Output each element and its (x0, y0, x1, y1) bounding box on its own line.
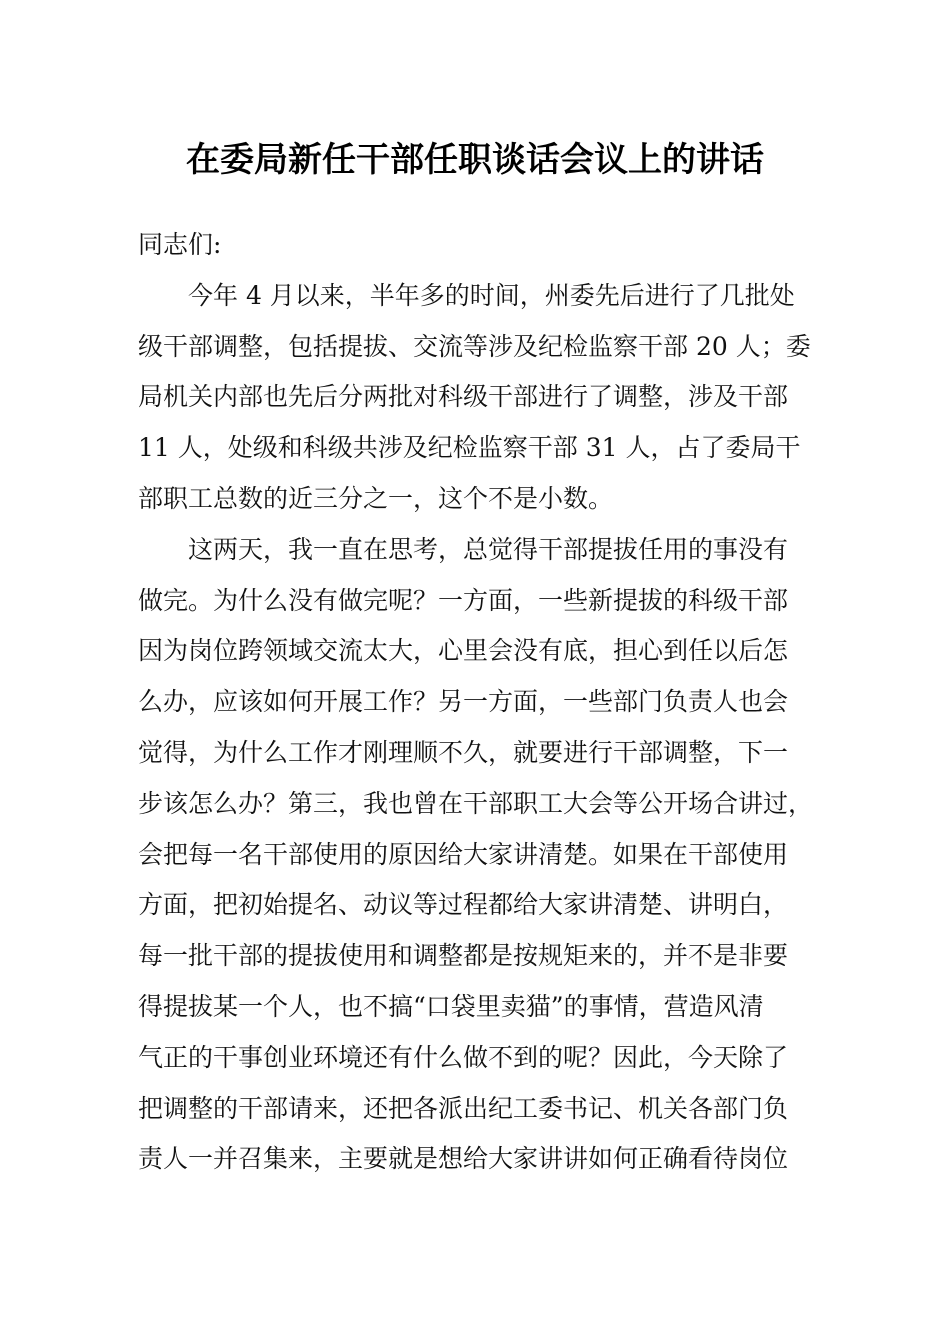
paragraph-line: 气正的干事创业环境还有什么做不到的呢？因此，今天除了 (138, 1042, 789, 1072)
paragraph-line: 把调整的干部请来，还把各派出纪工委书记、机关各部门负 (138, 1093, 789, 1123)
paragraph-line: 这两天，我一直在思考，总觉得干部提拔任用的事没有 (188, 534, 789, 564)
document-title: 在委局新任干部任职谈话会议上的讲话 (186, 140, 764, 180)
paragraph-line: 做完。为什么没有做完呢？一方面，一些新提拔的科级干部 (138, 585, 789, 615)
paragraph-line: 每一批干部的提拔使用和调整都是按规矩来的，并不是非要 (138, 941, 789, 971)
paragraph-line: 方面，把初始提名、动议等过程都给大家讲清楚、讲明白， (138, 890, 789, 920)
paragraph-line: 今年 4 月以来，半年多的时间，州委先后进行了几批处 (188, 280, 795, 310)
paragraph-line: 级干部调整，包括提拔、交流等涉及纪检监察干部 20 人；委 (138, 331, 811, 361)
paragraph-2 (138, 525, 838, 1185)
paragraph-line: 觉得，为什么工作才刚理顺不久，就要进行干部调整，下一 (138, 737, 789, 767)
paragraph-line: 部职工总数的近三分之一，这个不是小数。 (138, 483, 614, 513)
paragraph-line: 步该怎么办？第三，我也曾在干部职工大会等公开场合讲过， (138, 788, 814, 818)
paragraph-line: 因为岗位跨领域交流太大，心里会没有底，担心到任以后怎 (138, 636, 789, 666)
document-body (138, 220, 838, 1185)
paragraph-line: 会把每一名干部使用的原因给大家讲清楚。如果在干部使用 (138, 839, 789, 869)
paragraph-line: 责人一并召集来，主要就是想给大家讲讲如何正确看待岗位 (138, 1144, 789, 1174)
paragraph-line: 局机关内部也先后分两批对科级干部进行了调整，涉及干部 (138, 382, 789, 412)
salutation: 同志们: (138, 230, 222, 259)
paragraph-line: 么办，应该如何开展工作？另一方面，一些部门负责人也会 (138, 687, 789, 717)
paragraph-line: 得提拔某一个人，也不搞“口袋里卖猫”的事情，营造风清 (138, 991, 764, 1021)
paragraph-1 (138, 271, 838, 525)
paragraph-line: 11 人，处级和科级共涉及纪检监察干部 31 人，占了委局干 (138, 433, 801, 463)
